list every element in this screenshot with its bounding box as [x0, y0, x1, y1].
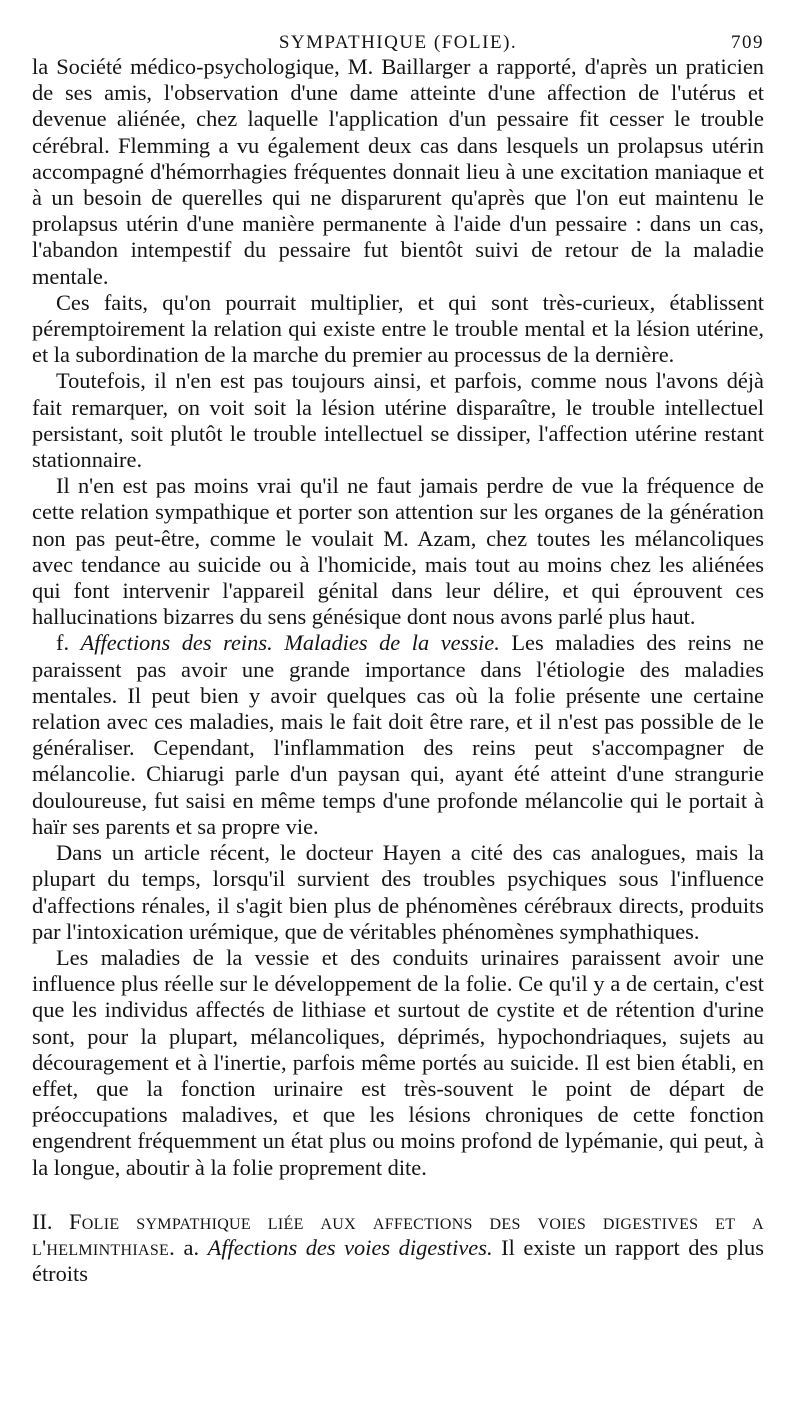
section-ii [32, 1209, 764, 1288]
body-text [32, 54, 764, 1181]
running-title: SYMPATHIQUE (FOLIE). [278, 32, 518, 53]
paragraph: Ces faits, qu'on pourrait multiplier, et qui sont très-curieux, établissent péremptoirement la relation qui existe entre le trouble mental et la lésion utérine, et la subordination de la marche du premier au processus de la dernière. [32, 289, 764, 368]
sub-marker: a. [183, 1234, 200, 1260]
subsection-text: Les maladies des reins ne paraissent pas avoir une grande importance dans l'étiologie des maladies mentales. Il peut bien y avoir quelques cas où la folie présente une certaine relation avec ces maladies, mais le fait doit être rare, et il n'est pas possible de le généraliser. Cependant, l'inflammation des reins peut s'accompagner de mélancolie. Chiarugi parle d'un paysan qui, ayant été atteint d'une strangurie douloureuse, fut saisi en même temps d'une profonde mélancolie qui le portait à haïr ses parents et sa propre vie. [32, 630, 764, 839]
section-numeral: II. [32, 1208, 53, 1234]
page-number: 709 [731, 32, 764, 53]
sub-title: Affections des voies digestives. [207, 1234, 493, 1260]
section-heading: Folie sympathique liée aux affections des voies digestives et a l'helminthiase. [32, 1208, 764, 1260]
paragraph: la Société médico-psychologique, M. Baillarger a rapporté, d'après un praticien de ses amis, l'observation d'une dame atteinte d'une affection de l'utérus et devenue aliénée, chez laquelle l'application d'un pessaire fit cesser le trouble cérébral. Flemming a vu également deux cas dans lesquels un prolapsus utérin accompagné d'hémorrhagies fréquentes donnait lieu à une excitation maniaque et à un besoin de querelles qui ne disparurent qu'après que l'on eut maintenu le prolapsus utérin d'une manière permanente à l'aide d'un pessaire : dans un cas, l'abandon intempestif du pessaire fut bientôt suivi de retour de la maladie mentale. [32, 54, 764, 289]
subsection-f [32, 630, 764, 840]
subsection-title: Affections des reins. Maladies de la vessie. [80, 630, 500, 656]
section-text: Il existe un rapport des plus étroits [32, 1234, 764, 1287]
paragraph: Dans un article récent, le docteur Hayen a cité des cas analogues, mais la plupart du temps, lorsqu'il survient des troubles psychiques sous l'influence d'affections rénales, il s'agit bien plus de phénomènes cérébraux directs, produits par l'intoxication urémique, que de véritables phénomènes symphathiques. [32, 840, 764, 944]
book-page [32, 14, 764, 1287]
paragraph: Toutefois, il n'en est pas toujours ainsi, et parfois, comme nous l'avons déjà fait remarquer, on voit soit la lésion utérine disparaître, le trouble intellectuel persistant, soit plutôt le trouble intellectuel se dissiper, l'affection utérine restant stationnaire. [32, 368, 764, 473]
running-head [32, 14, 764, 54]
subsection-marker: f. [56, 630, 70, 656]
paragraph: Les maladies de la vessie et des conduits urinaires paraissent avoir une influence plus réelle sur le développement de la folie. Ce qu'il y a de certain, c'est que les individus affectés de lithiase et surtout de cystite et de rétention d'urine sont, pour la plupart, mélancoliques, déprimés, hypochondriaques, sujets au découragement et à l'inertie, parfois même portés au suicide. Il est bien établi, en effet, que la fonction urinaire est très-souvent le point de départ de préoccupations maladives, et que les lésions chroniques de cette fonction engendrent fréquemment un état plus ou moins profond de lypémanie, qui peut, à la longue, aboutir à la folie proprement dite. [32, 944, 764, 1180]
paragraph: Il n'en est pas moins vrai qu'il ne faut jamais perdre de vue la fréquence de cette relation sympathique et porter son attention sur les organes de la génération non pas peut-être, comme le voulait M. Azam, chez toutes les mélancoliques avec tendance au suicide ou à l'homicide, mais tout au moins chez les aliénées qui font intervenir l'appareil génital dans leur délire, et qui éprouvent ces hallucinations bizarres du sens génésique dont nous avons parlé plus haut. [32, 473, 764, 630]
